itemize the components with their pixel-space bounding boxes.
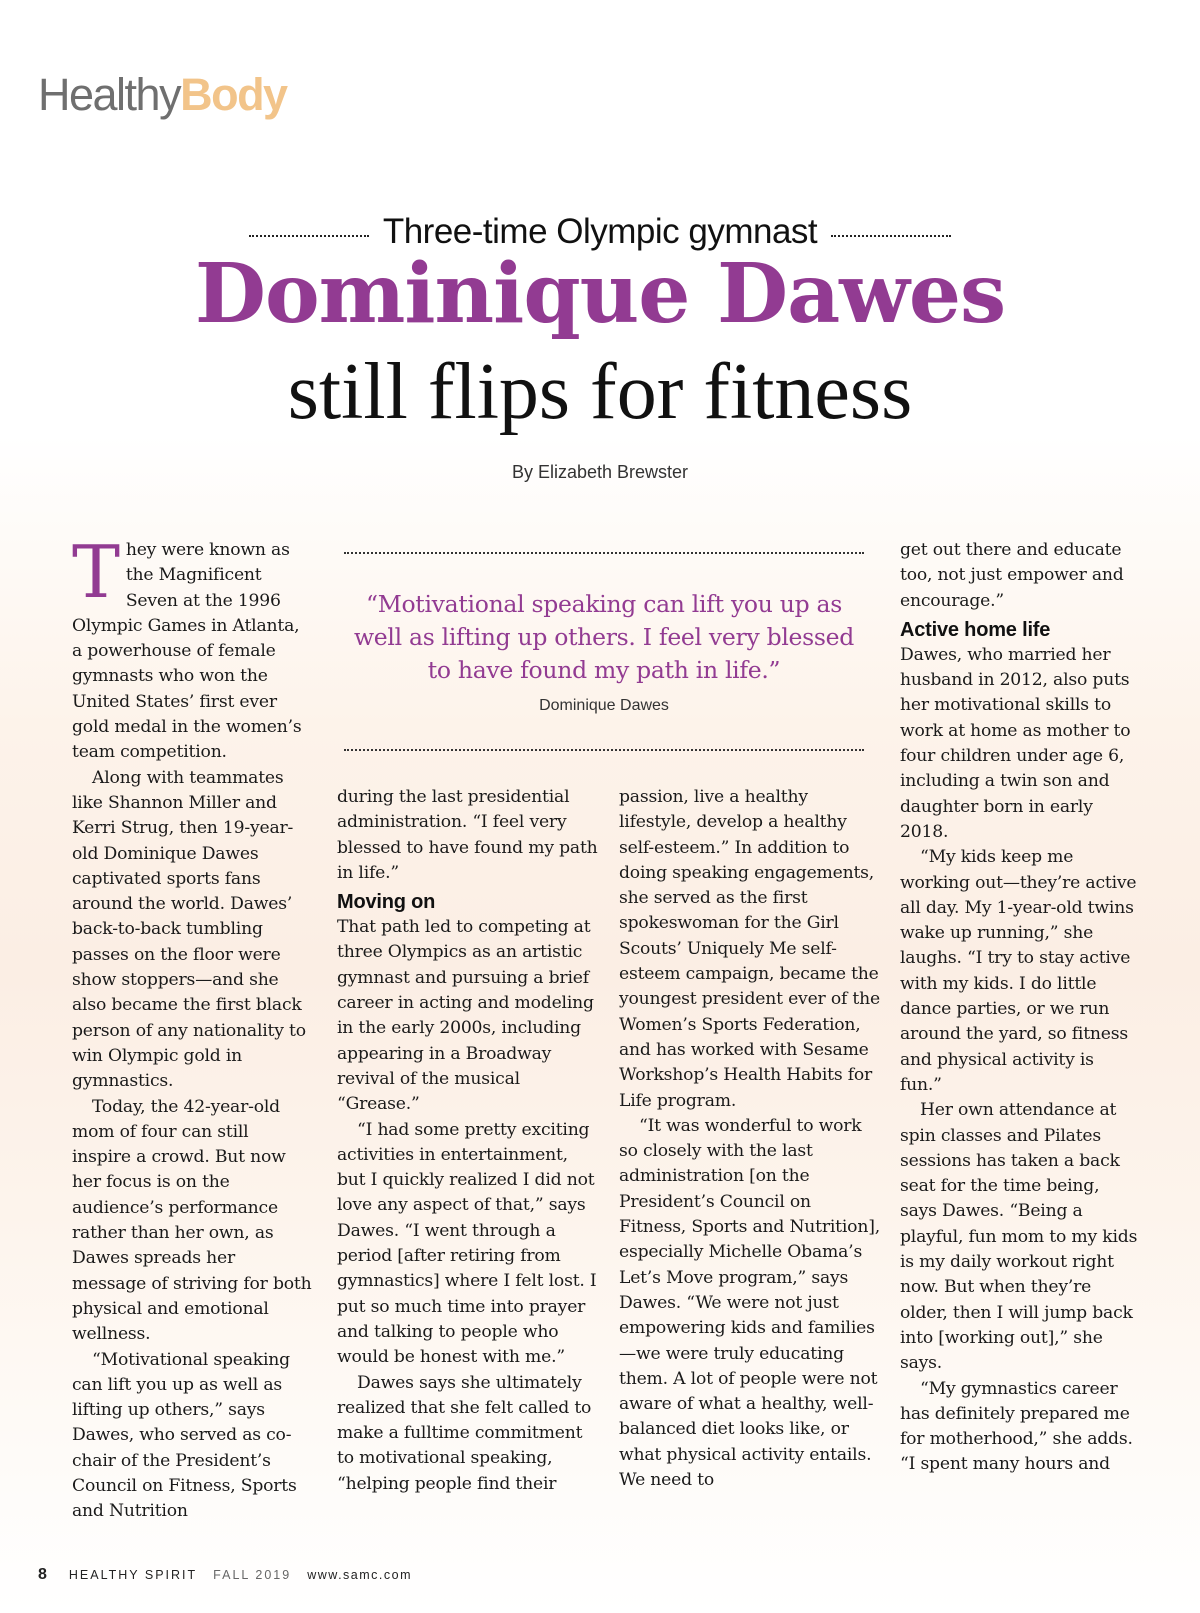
paragraph: hey were known as the Magnificent Seven at the 1996 Olympic Games in Atlanta, a powerhouse of female gymnasts who won the United States’ first ever gold medal in the women’s team competition. — [72, 540, 302, 763]
paragraph: “My gymnastics career has definitely prepared me for motherhood,” she adds. “I spent many hours and — [900, 1378, 1133, 1475]
paragraph: “My kids keep me working out—they’re active all day. My 1-year-old twins wake up running,” she laughs. “I try to stay active with my kids. I do little dance parties, or we run around the yard, so fitness and physical activity is fun.” — [900, 847, 1137, 1095]
page-footer — [38, 1566, 412, 1584]
paragraph: Today, the 42-year-old mom of four can still inspire a crowd. But now her focus is on the audience’s performance rather than her own, as Dawes spreads her message of striving for both physical and emotional wellness. — [72, 1096, 312, 1345]
article-column-1 — [72, 530, 312, 1525]
paragraph: passion, live a healthy lifestyle, develop a healthy self-esteem.” In addition to doing speaking engagements, she served as the first spokeswoman for the Girl Scouts’ Uniquely Me self-esteem campaign, became the youngest president ever of the Women’s Sports Federation, and has worked with Sesame Workshop’s Health Habits for Life program. — [619, 787, 880, 1111]
kicker-rule-right — [831, 235, 951, 237]
paragraph: “It was wonderful to work so closely with the last administration [on the President’s Council on Fitness, Sports and Nutrition], especially Michelle Obama’s Let’s Move program,” says Dawes. “We were not just empowering kids and families—we were truly educating them. A lot of people were not aware of what a healthy, well-balanced diet looks like, or what physical activity entails. We need to — [619, 1115, 880, 1491]
paragraph: during the last presidential administration. “I feel very blessed to have found my path in life.” — [337, 787, 598, 883]
paragraph: “Motivational speaking can lift you up as well as lifting up others,” says Dawes, who served as co-chair of the President’s Council on Fitness, Sports and Nutrition — [72, 1349, 297, 1522]
headline: Dominique Dawes — [194, 246, 1006, 342]
publication-name: HEALTHY SPIRIT — [68, 1568, 198, 1582]
paragraph: Her own attendance at spin classes and Pilates sessions has taken a back seat for the time being, says Dawes. “Being a playful, fun mom to my kids is my daily workout right now. But when they’re older, then I will jump back into [working out],” she says. — [900, 1100, 1138, 1374]
section-label-bold: Body — [180, 69, 287, 120]
article-column-4 — [900, 538, 1138, 1478]
pull-quote-rule-bottom — [344, 749, 864, 751]
pull-quote — [344, 552, 864, 751]
paragraph: get out there and educate too, not just empower and encourage.” — [900, 540, 1124, 611]
kicker: Three-time Olympic gymnast — [382, 212, 818, 251]
paragraph: “I had some pretty exciting activities in entertainment, but I quickly realized I did not love any aspect of that,” says Dawes. “I went through a period [after retiring from gymnastics] where I felt lost. I put so much time into prayer and talking to people who would be honest with me.” — [337, 1119, 597, 1368]
pull-quote-text: “Motivational speaking can lift you up as well as lifting up others. I feel very blessed to have found my path in life.” — [353, 590, 855, 684]
section-label-light: Healthy — [38, 69, 181, 120]
byline: By Elizabeth Brewster — [511, 462, 689, 482]
page-number: 8 — [38, 1566, 47, 1583]
issue-date: FALL 2019 — [213, 1568, 292, 1582]
article-column-2 — [337, 785, 599, 1497]
paragraph: Dawes says she ultimately realized that she felt called to make a fulltime commitment to motivational speaking, “helping people find their — [337, 1372, 592, 1494]
subheading-active-home-life: Active home life — [900, 618, 1051, 641]
drop-cap: T — [72, 530, 120, 614]
paragraph: Dawes, who married her husband in 2012, also puts her motivational skills to work at home as mother to four children under age 6, including a twin son and daughter born in early 2018. — [900, 644, 1131, 842]
subheading-moving-on: Moving on — [337, 891, 436, 914]
article-column-3 — [619, 785, 881, 1493]
paragraph: Along with teammates like Shannon Miller and Kerri Strug, then 19-year-old Dominique Dawes captivated sports fans around the world. Dawes’ back-to-back tumbling passes on the floor were show stoppers—and she also became the first black person of any nationality to win Olympic gold in gymnastics. — [72, 767, 306, 1092]
section-label — [38, 69, 287, 120]
kicker-rule-left — [249, 235, 369, 237]
website-url: www.samc.com — [307, 1568, 413, 1582]
paragraph: That path led to competing at three Olympics as an artistic gymnast and pursuing a brief career in acting and modeling in the early 2000s, including appearing in a Broadway revival of the musical “Grease.” — [337, 917, 594, 1115]
subhead: still flips for fitness — [287, 348, 913, 436]
pull-quote-rule-top — [344, 552, 864, 554]
pull-quote-attribution: Dominique Dawes — [539, 697, 669, 714]
